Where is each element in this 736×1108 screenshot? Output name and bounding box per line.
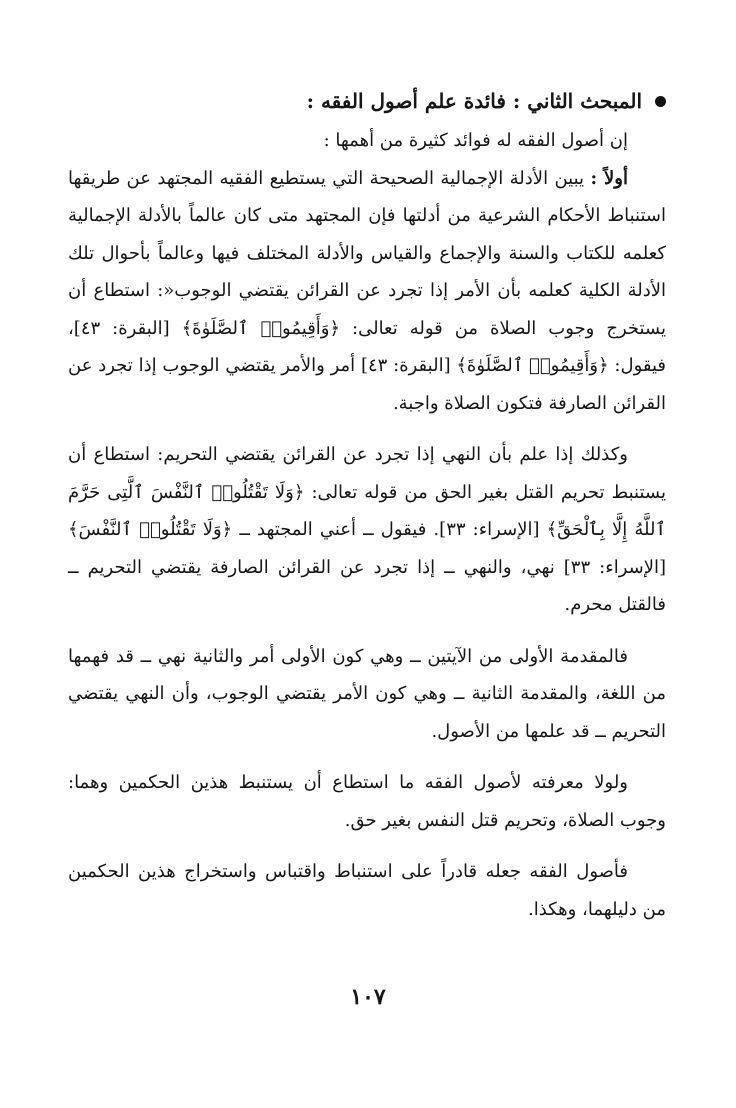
page-number: ١٠٧ bbox=[350, 984, 386, 1010]
paragraph-first-benefit bbox=[68, 160, 666, 423]
intro-paragraph: إن أصول الفقه له فوائد كثيرة من أهمها : bbox=[323, 130, 628, 151]
section-heading bbox=[68, 84, 666, 118]
paragraph-conclusion: فأصول الفقه جعله قادراً على استنباط واقتباس واستخراج هذين الحكمين من دليلهما، وهكذا. bbox=[68, 861, 666, 920]
bullet-icon bbox=[655, 96, 666, 107]
section-heading-text: المبحث الثاني : فائدة علم أصول الفقه : bbox=[306, 89, 642, 113]
paragraph-premises: فالمقدمة الأولى من الآيتين ــ وهي كون الأولى أمر والثانية نهي ــ قد فهمها من اللغة، والمقدمة الثانية ــ وهي كون الأمر يقتضي الوجوب، وأن النهي يقتضي التحريم ــ قد علمها من الأصول. bbox=[68, 645, 666, 742]
paragraph-body: يبين الأدلة الإجمالية الصحيحة التي يستطيع الفقيه المجتهد عن طريقها استنباط الأحكام الشرعية من أدلتها فإن المجتهد متى كان عالماً بالأدلة الإجمالية كعلمه للكتاب والسنة والإجماع والقياس والأدلة المختلف فيها وعالماً بأحوال تلك الأدلة الكلية كعلمه بأن الأمر إذا تجرد عن القرائن يقتضي الوجوب«: استطاع أن يستخرج وجوب الصلاة من قوله تعالى: ﴿وَأَقِيمُوا۟ ٱلصَّلَوٰةَ﴾ [البقرة: ٤٣]، فيقول: ﴿وَأَقِيمُوا۟ ٱلصَّلَوٰةَ﴾ [البقرة: ٤٣] أمر والأمر يقتضي الوجوب إذا تجرد عن القرائن الصارفة فتكون الصلاة واجبة. bbox=[68, 167, 667, 414]
paragraph-lead-word: أولاً : bbox=[590, 167, 628, 189]
paragraph-prohibition: وكذلك إذا علم بأن النهي إذا تجرد عن القرائن يقتضي التحريم: استطاع أن يستنبط تحريم القتل بغير الحق من قوله تعالى: ﴿وَلَا تَقْتُلُوا۟ ٱلنَّفْسَ ٱلَّتِى حَرَّمَ ٱللَّهُ إِلَّا بِٱلْحَقِّ﴾ [الإسراء: ٣٣]. فيقول ــ أعني المجتهد ــ ﴿وَلَا تَقْتُلُوا۟ ٱلنَّفْسَ﴾ [الإسراء: ٣٣] نهي، والنهي ــ إذا تجرد عن القرائن الصارفة يقتضي التحريم ــ فالقتل محرم. bbox=[68, 444, 666, 615]
paragraph-knowledge: ولولا معرفته لأصول الفقه ما استطاع أن يستنبط هذين الحكمين وهما: وجوب الصلاة، وتحريم قتل النفس بغير حق. bbox=[68, 772, 666, 831]
